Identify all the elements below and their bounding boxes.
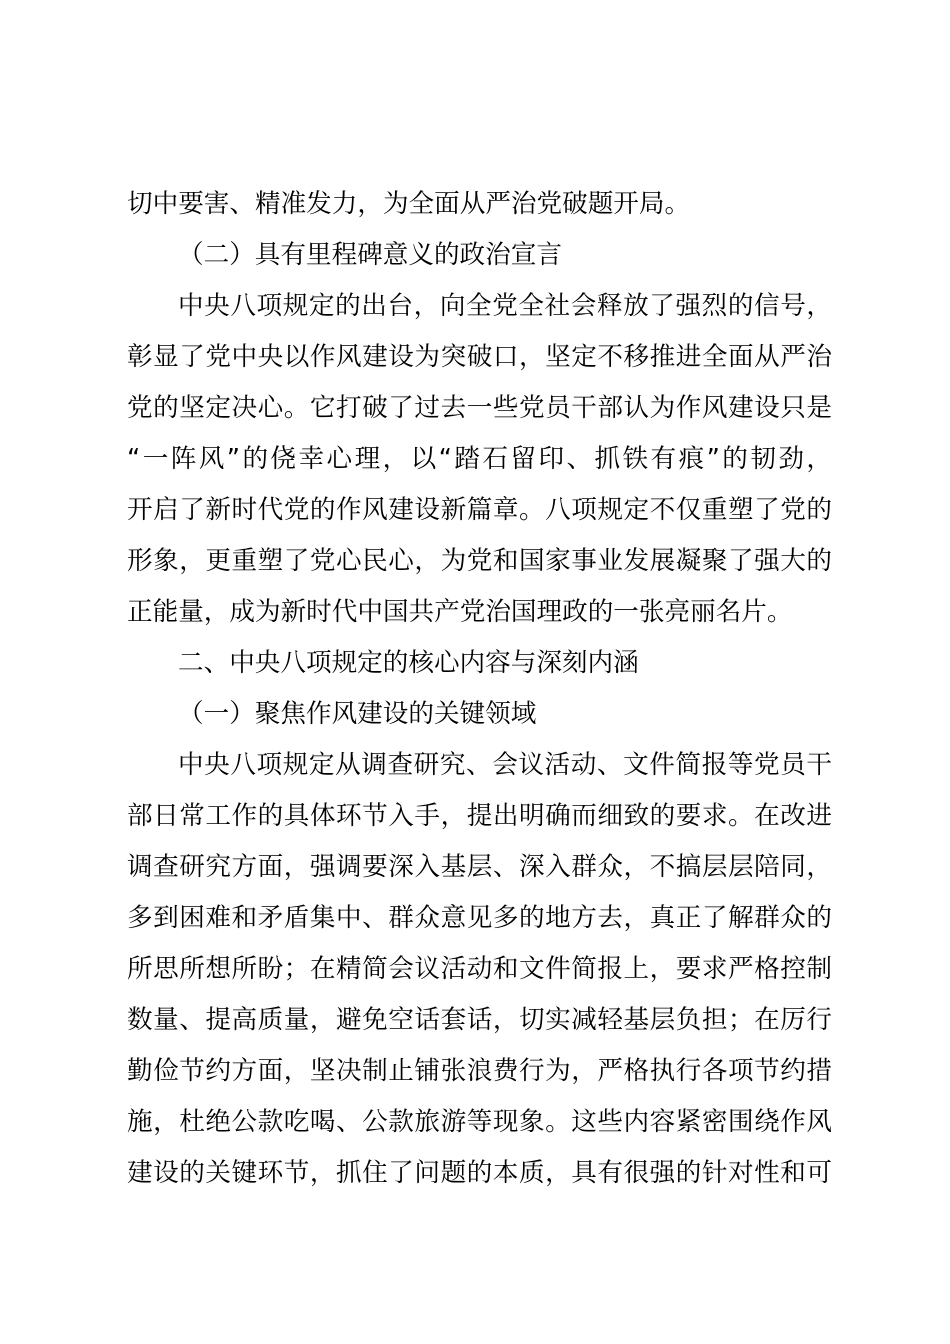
paragraph-line: 彰显了党中央以作风建设为突破口，坚定不移推进全面从严治 (127, 342, 832, 372)
paragraph-line: 部日常工作的具体环节入手，提出明确而细致的要求。在改进 (127, 801, 832, 831)
paragraph-line: 中央八项规定从调查研究、会议活动、文件简报等党员干 (178, 750, 832, 780)
section-heading: （二）具有里程碑意义的政治宣言 (178, 240, 562, 270)
paragraph-line: 党的坚定决心。它打破了过去一些党员干部认为作风建设只是 (127, 393, 832, 423)
paragraph-line: “一阵风”的侥幸心理，以“踏石留印、抓铁有痕”的韧劲， (127, 444, 832, 474)
paragraph-line: 切中要害、精准发力，为全面从严治党破题开局。 (127, 189, 691, 219)
paragraph-line: 所思所想所盼；在精简会议活动和文件简报上，要求严格控制 (127, 954, 832, 984)
paragraph-line: 中央八项规定的出台，向全党全社会释放了强烈的信号， (178, 291, 832, 321)
paragraph-line: 开启了新时代党的作风建设新篇章。八项规定不仅重塑了党的 (127, 495, 832, 525)
paragraph-line: 调查研究方面，强调要深入基层、深入群众，不搞层层陪同， (127, 852, 832, 882)
paragraph-line: 勤俭节约方面，坚决制止铺张浪费行为，严格执行各项节约措 (127, 1056, 832, 1086)
paragraph-line: 多到困难和矛盾集中、群众意见多的地方去，真正了解群众的 (127, 903, 832, 933)
paragraph-line: 建设的关键环节，抓住了问题的本质，具有很强的针对性和可 (127, 1158, 832, 1188)
section-heading: （一）聚焦作风建设的关键领域 (178, 699, 537, 729)
paragraph-line: 形象，更重塑了党心民心，为党和国家事业发展凝聚了强大的 (127, 546, 832, 576)
chapter-heading: 二、中央八项规定的核心内容与深刻内涵 (178, 648, 639, 678)
paragraph-line: 正能量，成为新时代中国共产党治国理政的一张亮丽名片。 (127, 597, 793, 627)
paragraph-line: 数量、提高质量，避免空话套话，切实减轻基层负担；在厉行 (127, 1005, 832, 1035)
paragraph-line: 施，杜绝公款吃喝、公款旅游等现象。这些内容紧密围绕作风 (127, 1107, 832, 1137)
